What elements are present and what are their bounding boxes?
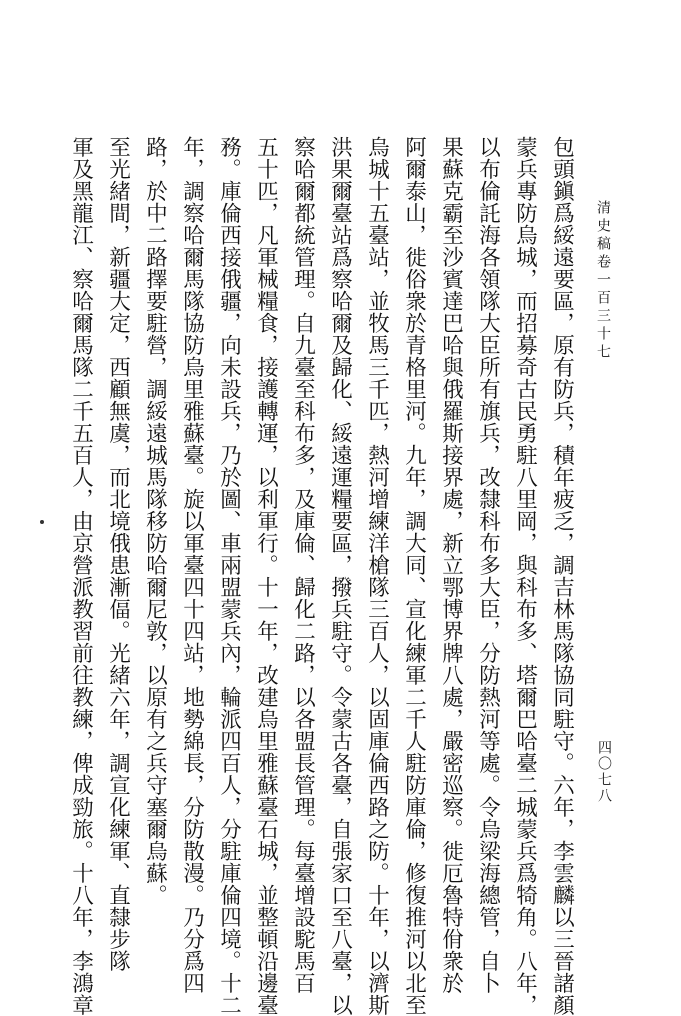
text-column: 至光緒間，新疆大定，西顧無虞，而北境俄患漸偪。光緒六年，調宣化練軍、直隸步隊 — [105, 136, 131, 972]
text-column: 五十匹，凡軍械糧食，接護轉運，以利軍行。十一年，改建烏里雅蘇臺石城，並整頓沿邊臺 — [253, 136, 279, 1016]
running-head: 清史稿卷一百三十七 — [595, 200, 611, 362]
text-column: 路，於中二路擇要駐營，調綏遠城馬隊移防哈爾尼敦，以原有之兵守塞爾烏蘇。 — [142, 136, 168, 906]
text-column: 烏城十五臺站，並牧馬三千匹，熱河增練洋槍隊三百人，以固庫倫西路之防。十年，以濟斯 — [364, 136, 390, 1016]
text-column: 軍及黑龍江、察哈爾馬隊二千五百人，由京營派教習前往教練，俾成勁旅。十八年，李鴻章 — [68, 136, 94, 1016]
text-column: 蒙兵專防烏城，而招募奇古民勇駐八里岡，與科布多、塔爾巴哈臺二城蒙兵爲犄角。八年， — [512, 136, 538, 1016]
ink-speck — [40, 520, 44, 524]
text-column: 果蘇克霸至沙賓達巴哈與俄羅斯接界處，新立鄂博界牌八處，嚴密巡察。徙厄魯特佾衆於 — [438, 136, 464, 994]
text-column: 洪果爾臺站爲察哈爾及歸化、綏遠運糧要區，撥兵駐守。令蒙古各臺，自張家口至八臺，以 — [327, 136, 353, 1016]
text-column: 務。庫倫西接俄疆，向未設兵，乃於圖、車兩盟蒙兵內，輪派四百人，分駐庫倫四境。十二 — [216, 136, 242, 1016]
text-column: 察哈爾都統管理。自九臺至科布多，及庫倫、歸化二路，以各盟長管理。每臺增設駝馬百 — [290, 136, 316, 994]
text-column: 以布倫託海各領隊大臣所有旗兵，改隸科布多大臣，分防熱河等處。令烏梁海總管，自卜 — [475, 136, 501, 994]
text-column: 包頭鎭爲綏遠要區，原有防兵，積年疲乏，調吉林馬隊協同駐守。六年，李雲麟以三晉諸顏 — [549, 136, 575, 1016]
page-number: 四〇七八 — [596, 740, 612, 804]
text-column: 年，調察哈爾馬隊協防烏里雅蘇臺。旋以軍臺四十四站，地勢綿長，分防散漫。乃分爲四 — [179, 136, 205, 994]
text-column: 阿爾泰山，徙俗衆於青格里河。九年，調大同、宣化練軍二千人駐防庫倫，修復推河以北至 — [401, 136, 427, 1016]
